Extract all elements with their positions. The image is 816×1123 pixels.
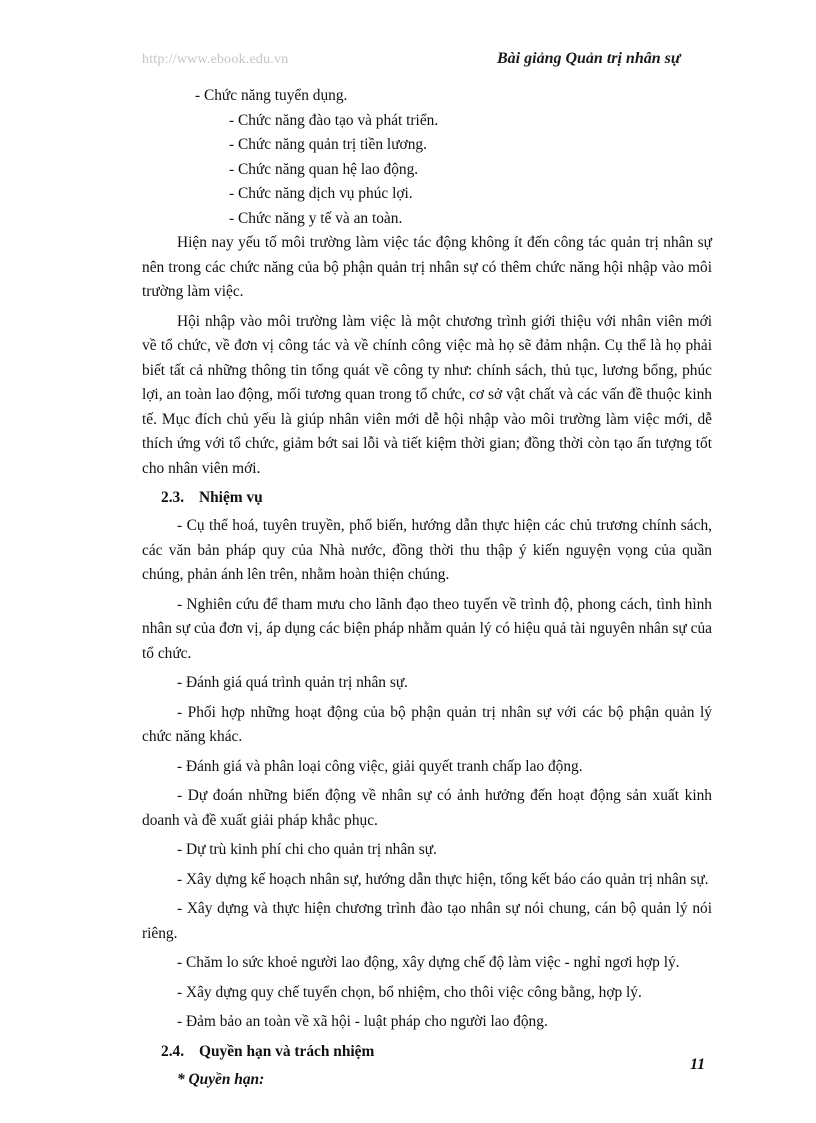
header-title: Bài giảng Quản trị nhân sự <box>497 50 681 67</box>
duty-item: - Phối hợp những hoạt động của bộ phận quản trị nhân sự với các bộ phận quản lý chức năng khác. <box>142 703 712 745</box>
list-item: - Chức năng quản trị tiền lương. <box>229 136 427 153</box>
subheading: * Quyền hạn: <box>177 1070 265 1088</box>
list-item: - Chức năng y tế và an toàn. <box>229 209 403 227</box>
duty-item: - Dự trù kinh phí chi cho quản trị nhân sự. <box>177 841 437 858</box>
section-number: 2.3. <box>161 489 185 506</box>
page-body <box>142 84 712 1092</box>
list-item: - Chức năng đào tạo và phát triển. <box>229 111 439 129</box>
paragraph: Hiện nay yếu tố môi trường làm việc tác động không ít đến công tác quản trị nhân sự nên trong các chức năng của bộ phận quản trị nhân sự có thêm chức năng hội nhập vào môi trường làm việc. <box>142 234 712 300</box>
duty-item: - Xây dựng kế hoạch nhân sự, hướng dẫn thực hiện, tổng kết báo cáo quản trị nhân sự. <box>177 870 709 888</box>
paragraph: Hội nhập vào môi trường làm việc là một chương trình giới thiệu với nhân viên mới về tổ chức, về đơn vị công tác và về chính công việc mà họ sẽ đảm nhận. Cụ thể là họ phải biết tất cả những thông tin tổng quát về công ty như: chính sách, thủ tục, lương bổng, phúc lợi, an toàn lao động, mối tương quan trong tổ chức, cơ sở vật chất và các vấn đề thuộc kinh tế. Mục đích chủ yếu là giúp nhân viên mới dễ hội nhập vào môi trường làm việc mới, dễ thích ứng với tổ chức, giảm bớt sai lỗi và tiết kiệm thời gian; đồng thời còn tạo ấn tượng tốt cho nhân viên mới. <box>142 312 712 477</box>
page-number: 11 <box>690 1056 706 1073</box>
section-title: Nhiệm vụ <box>199 489 263 506</box>
list-item: - Chức năng tuyển dụng. <box>195 87 348 104</box>
duty-item: - Xây dựng và thực hiện chương trình đào tạo nhân sự nói chung, cán bộ quản lý nói riêng. <box>142 900 712 942</box>
duty-item: - Cụ thể hoá, tuyên truyền, phổ biến, hướng dẫn thực hiện các chủ trương chính sách, các văn bản pháp quy của Nhà nước, đồng thời thu thập ý kiến nguyện vọng của quần chúng, phản ánh lên trên, nhằm hoàn thiện chúng. <box>142 517 712 583</box>
duty-item: - Xây dựng quy chế tuyển chọn, bổ nhiệm, cho thôi việc công bằng, hợp lý. <box>177 983 642 1001</box>
list-item: - Chức năng quan hệ lao động. <box>229 160 419 178</box>
duty-item: - Chăm lo sức khoẻ người lao động, xây dựng chế độ làm việc - nghỉ ngơi hợp lý. <box>177 954 680 971</box>
section-number: 2.4. <box>161 1042 185 1060</box>
duty-item: - Đánh giá quá trình quản trị nhân sự. <box>177 674 409 691</box>
duty-item: - Dự đoán những biến động về nhân sự có ảnh hưởng đến hoạt động sản xuất kinh doanh và đề xuất giải pháp khắc phục. <box>142 787 712 829</box>
section-heading <box>142 486 712 510</box>
duty-item: - Đánh giá và phân loại công việc, giải quyết tranh chấp lao động. <box>177 757 583 775</box>
section-heading <box>142 1040 712 1064</box>
list-item: - Chức năng dịch vụ phúc lợi. <box>229 185 413 202</box>
section-title: Quyền hạn và trách nhiệm <box>199 1042 375 1060</box>
duty-item: - Nghiên cứu để tham mưu cho lãnh đạo theo tuyến về trình độ, phong cách, tình hình nhân sự của đơn vị, áp dụng các biện pháp nhằm quản lý có hiệu quả tài nguyên nhân sự của tổ chức. <box>142 595 712 662</box>
header-url: http://www.ebook.edu.vn <box>142 52 289 67</box>
duty-item: - Đảm bảo an toàn về xã hội - luật pháp cho người lao động. <box>177 1013 548 1030</box>
